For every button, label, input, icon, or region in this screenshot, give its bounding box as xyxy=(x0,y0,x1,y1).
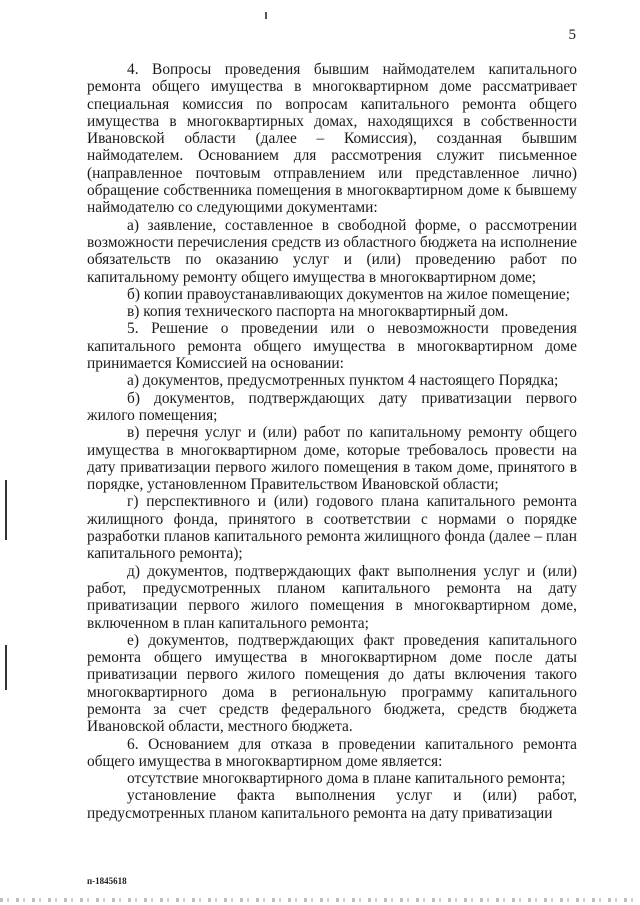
paragraph-5b: б) документов, подтверждающих дату приватизации первого жилого помещения; xyxy=(87,389,577,424)
paragraph-4v: в) копия технического паспорта на многоквартирный дом. xyxy=(127,303,509,321)
paragraph-5a: а) документов, предусмотренных пунктом 4 настоящего Порядка; xyxy=(127,372,559,390)
paragraph-5v: в) перечня услуг и (или) работ по капитальному ремонту общего имущества в многоквартирном доме, которые требовалось провести на дату приватизации первого жилого помещения в таком доме, принятого в порядке, установленном Правительством Ивановской области; xyxy=(87,424,577,494)
paragraph-4a: а) заявление, составленное в свободной форме, о рассмотрении возможности перечисления средств из областного бюджета на исполнение обязательств по оказанию услуг и (или) проведению работ по капитальному ремонту общего имущества в многоквартирном доме; xyxy=(87,216,577,286)
paragraph-6: 6. Основанием для отказа в проведении капитального ремонта общего имущества в многоквартирном доме является: xyxy=(87,735,577,770)
paragraph-4: 4. Вопросы проведения бывшим наймодателем капитального ремонта общего имущества в многоквартирном доме рассматривает специальная комиссия по вопросам капитального ремонта общего имущества в многоквартирных домах, находящихся в собственности Ивановской области (далее – Комиссия), созданная бывшим наймодателем. Основанием для рассмотрения служит письменное (направленное почтовым отправлением или представленное лично) обращение собственника помещения в многоквартирном доме к бывшему наймодателю со следующими документами: xyxy=(87,61,577,217)
paragraph-4b: б) копии правоустанавливающих документов на жилое помещение; xyxy=(127,285,571,303)
document-code: п-1845618 xyxy=(87,876,127,886)
paragraph-5g: г) перспективного и (или) годового плана капитального ремонта жилищного фонда, принятого в соответствии с нормами о порядке разработки планов капитального ремонта жилищного фонда (далее – план капитального ремонта); xyxy=(87,493,577,563)
paragraph-6-item-2: установление факта выполнения услуг и (или) работ, предусмотренных планом капитального ремонта на дату приватизации xyxy=(87,787,577,822)
scan-edge xyxy=(0,898,640,902)
paragraph-6-item-1: отсутствие многоквартирного дома в плане капитального ремонта; xyxy=(127,770,566,788)
scan-margin-line xyxy=(5,480,7,540)
paragraph-5: 5. Решение о проведении или о невозможности проведения капитального ремонта общего имущества в многоквартирном доме принимается Комиссией на основании: xyxy=(87,320,577,373)
page-number: 5 xyxy=(568,27,576,43)
paragraph-5d: д) документов, подтверждающих факт выполнения услуг и (или) работ, предусмотренных планом капитального ремонта на дату приватизации первого жилого помещения в многоквартирном доме, включенном в план капитального ремонта; xyxy=(87,562,577,632)
paragraph-5e: е) документов, подтверждающих факт проведения капитального ремонта общего имущества в многоквартирном доме после даты приватизации первого жилого помещения до даты включения такого многоквартирного дома в региональную программу капитального ремонта за счет средств федерального бюджета, средств бюджета Ивановской области, местного бюджета. xyxy=(87,631,577,736)
document-body xyxy=(87,61,577,822)
scan-mark xyxy=(265,12,267,19)
scan-margin-line xyxy=(5,645,7,690)
